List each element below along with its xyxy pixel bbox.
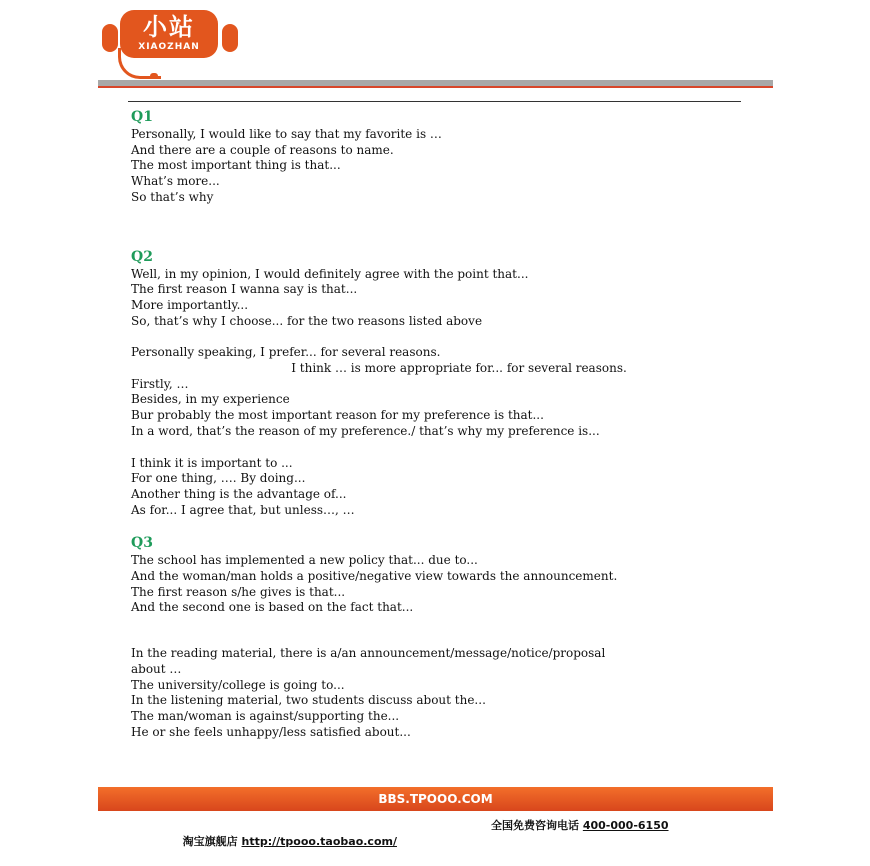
footer-contact	[175, 818, 735, 848]
text-line: Personally speaking, I prefer... for several reasons.	[131, 345, 441, 360]
text-line: In the listening material, two students discuss about the...	[131, 693, 486, 708]
content-rule	[128, 101, 741, 102]
text-line: As for... I agree that, but unless…, …	[131, 502, 355, 517]
section-heading: Q2	[131, 248, 153, 265]
text-line: Well, in my opinion, I would definitely agree with the point that...	[131, 266, 529, 281]
text-line: The most important thing is that...	[131, 158, 341, 173]
text-line: What’s more...	[131, 174, 220, 189]
text-line: The school has implemented a new policy that... due to...	[131, 553, 478, 568]
footer-site-link[interactable]: BBS.TPOOO.COM	[378, 792, 493, 806]
hotline-label: 全国免费咨询电话	[491, 819, 583, 832]
headphone-left-icon	[102, 24, 118, 52]
text-line: Another thing is the advantage of...	[131, 486, 347, 501]
logo-chinese: 小站	[143, 13, 195, 41]
text-line: And there are a couple of reasons to name.	[131, 142, 394, 157]
text-line: I think it is important to ...	[131, 455, 293, 470]
section-q2	[131, 248, 771, 519]
text-line: So that’s why	[131, 189, 214, 204]
text-line: And the woman/man holds a positive/negative view towards the announcement.	[131, 569, 618, 584]
text-line: I think … is more appropriate for... for several reasons.	[131, 361, 627, 376]
text-line: Besides, in my experience	[131, 392, 290, 407]
headphone-right-icon	[222, 24, 238, 52]
text-line: In the reading material, there is a/an announcement/message/notice/proposal	[131, 646, 606, 661]
text-line: More importantly...	[131, 297, 249, 312]
xiaozhan-logo	[98, 10, 243, 72]
store-link[interactable]: http://tpooo.taobao.com/	[241, 835, 397, 848]
text-line: Firstly, …	[131, 376, 189, 391]
section-heading: Q3	[131, 535, 153, 552]
text-line: The first reason s/he gives is that...	[131, 584, 346, 599]
logo-english: XIAOZHAN	[138, 42, 200, 52]
text-line: For one thing, …. By doing...	[131, 471, 306, 486]
text-line: The first reason I wanna say is that...	[131, 282, 358, 297]
footer-site-bar	[98, 787, 773, 811]
section-q3	[131, 534, 771, 740]
section-heading: Q1	[131, 109, 153, 125]
section-q1	[131, 108, 771, 206]
text-line: The university/college is going to...	[131, 677, 345, 692]
text-line: Personally, I would like to say that my favorite is …	[131, 127, 442, 141]
text-line: So, that’s why I choose... for the two reasons listed above	[131, 313, 483, 328]
document-body	[131, 108, 771, 740]
hotline-number[interactable]: 400-000-6150	[582, 819, 669, 832]
text-line: Bur probably the most important reason for my preference is that...	[131, 408, 544, 423]
text-line: The man/woman is against/supporting the...	[131, 708, 400, 723]
text-line: He or she feels unhappy/less satisfied about...	[131, 724, 411, 739]
text-line: And the second one is based on the fact that...	[131, 600, 414, 615]
text-line: about …	[131, 661, 182, 676]
text-line: In a word, that’s the reason of my preference./ that’s why my preference is...	[131, 423, 600, 438]
store-label: 淘宝旗舰店	[182, 835, 242, 848]
header-accent-line	[98, 86, 773, 88]
